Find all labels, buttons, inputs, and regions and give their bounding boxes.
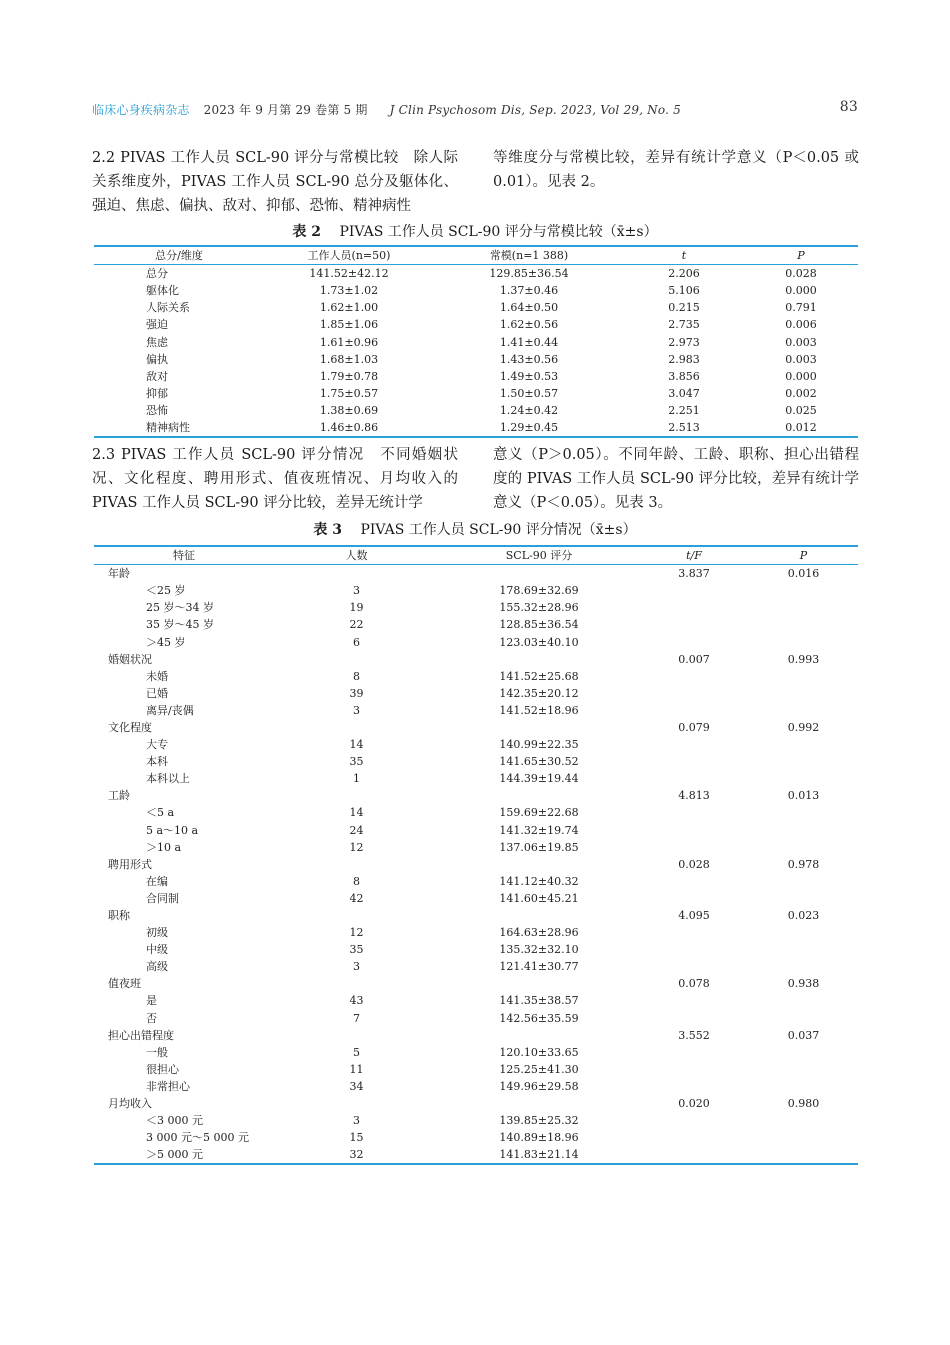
table3-cell: 139.85±25.32	[499, 1114, 579, 1128]
table3-row	[94, 1129, 858, 1146]
table3-cell: 11	[349, 1062, 364, 1076]
table3-row	[94, 770, 858, 787]
table2-row	[94, 385, 858, 402]
table3-group-row	[94, 787, 858, 804]
table3-cell	[749, 1010, 858, 1027]
table3-cell: 0.037	[787, 1028, 820, 1042]
table3-cell	[639, 668, 749, 685]
table2-cell: 0.000	[785, 284, 817, 298]
table3-cell: 0.023	[787, 909, 820, 923]
table3-cell	[274, 1095, 439, 1112]
table3-cell: 7	[353, 1011, 360, 1025]
table3-cell	[749, 1112, 858, 1129]
table2-row	[94, 282, 858, 299]
table3-cell: 聘用形式	[108, 857, 152, 871]
table3-cell	[749, 1078, 858, 1095]
table3-cell: 0.078	[678, 977, 710, 991]
table3-cell: 一般	[146, 1045, 168, 1059]
table3-cell: 0.028	[678, 857, 710, 871]
table2-cell: 0.028	[785, 267, 817, 281]
table2-cell: 1.43±0.56	[499, 352, 559, 366]
table2-cell: 1.50±0.57	[499, 386, 559, 400]
table3-cell: 141.12±40.32	[499, 874, 579, 888]
table2-cell: 0.003	[785, 335, 817, 349]
table3-cell: 3	[353, 584, 360, 598]
table3-cell	[439, 1095, 639, 1112]
table2-caption	[92, 221, 858, 241]
table3-row	[94, 873, 858, 890]
table3-cell: 0.978	[787, 857, 820, 871]
table3-cell: 19	[349, 601, 364, 615]
table3-cell: ＜3 000 元	[146, 1114, 203, 1128]
table2-cell: 1.75±0.57	[319, 386, 379, 400]
table3-cell	[439, 565, 639, 583]
table3-cell: 144.39±19.44	[499, 772, 579, 786]
table3-group-row	[94, 1027, 858, 1044]
table3-group-row	[94, 651, 858, 668]
table3-cell	[639, 890, 749, 907]
table3-row	[94, 890, 858, 907]
table3-cell: 140.99±22.35	[499, 738, 579, 752]
table3-cell: 14	[349, 738, 364, 752]
table3-header-cell: P	[799, 549, 808, 563]
table3-cell	[439, 651, 639, 668]
table3-row	[94, 839, 858, 856]
section-2-2-left-column: 2.2 PIVAS 工作人员 SCL-90 评分与常模比较 除人际关系维度外，PIVAS 工作人员 SCL-90 总分及躯体化、强迫、焦虑、偏执、敌对、抑郁、恐怖、精神病性	[92, 150, 458, 214]
table3-cell: 初级	[146, 926, 168, 940]
table3-cell: 非常担心	[146, 1079, 190, 1093]
table3-cell	[639, 958, 749, 975]
table3-row	[94, 633, 858, 650]
table3-cell	[639, 736, 749, 753]
table3-caption-label: 表 3	[313, 522, 343, 538]
table3-cell: 159.69±22.68	[499, 806, 579, 820]
table3-cell	[639, 1044, 749, 1061]
table3-cell	[749, 685, 858, 702]
table3-cell	[749, 736, 858, 753]
table3-row	[94, 753, 858, 770]
table2-cell: 1.41±0.44	[499, 335, 559, 349]
table2-cell: 1.68±1.03	[319, 352, 379, 366]
table2-header-cell: 总分/维度	[155, 249, 203, 263]
table3-header-cell: t/F	[686, 549, 702, 563]
table3-cell: 141.52±18.96	[499, 703, 579, 717]
table3-cell: 141.32±19.74	[499, 823, 579, 837]
table3-cell	[639, 822, 749, 839]
table2-cell: 2.735	[668, 318, 700, 332]
table3-group-row	[94, 856, 858, 873]
table2-cell: 0.003	[785, 352, 817, 366]
table3-row	[94, 1061, 858, 1078]
page-number: 83	[839, 99, 858, 115]
table3-cell	[749, 958, 858, 975]
table3-header-cell: SCL-90 评分	[505, 549, 573, 563]
table3-cell: 137.06±19.85	[499, 840, 579, 854]
table3-cell: 高级	[146, 960, 168, 974]
table3-cell	[639, 1146, 749, 1164]
table3-cell	[274, 907, 439, 924]
table2-row	[94, 402, 858, 419]
table3-group-row	[94, 907, 858, 924]
table2-cell: 偏执	[146, 352, 168, 366]
table3-cell: ＞10 a	[146, 840, 182, 854]
table3-cell	[749, 633, 858, 650]
table3-cell: 0.007	[678, 652, 710, 666]
table3-cell: 149.96±29.58	[499, 1079, 579, 1093]
table3-cell: 中级	[146, 943, 168, 957]
table2	[94, 245, 858, 438]
table3-cell	[274, 1027, 439, 1044]
table3-cell: 工龄	[108, 789, 130, 803]
running-header	[92, 101, 858, 121]
table3-cell: 22	[349, 618, 364, 632]
table3-row	[94, 1010, 858, 1027]
table3-cell: 0.993	[787, 652, 820, 666]
table3-cell	[639, 582, 749, 599]
table2-cell: 2.206	[668, 267, 700, 281]
journal-title: 临床心身疾病杂志	[92, 103, 190, 117]
section-2-3-right-column: 意义（P＞0.05）。不同年龄、工龄、职称、担心出错程度的 PIVAS 工作人员 SCL-90 评分比较，差异有统计学意义（P＜0.05）。见表 3。	[493, 447, 859, 511]
table3-cell: 120.10±33.65	[499, 1045, 579, 1059]
table3-cell	[749, 839, 858, 856]
table2-cell: 1.29±0.45	[499, 420, 559, 434]
table3-cell	[274, 651, 439, 668]
table2-cell: 0.025	[785, 403, 817, 417]
table2-cell: 1.73±1.02	[319, 284, 379, 298]
table2-caption-label: 表 2	[292, 224, 322, 240]
table2-cell: 1.62±0.56	[499, 318, 559, 332]
table2-cell: 强迫	[146, 318, 168, 332]
table2-cell: 1.64±0.50	[499, 301, 559, 315]
table3-cell: 3.837	[678, 567, 710, 581]
table3-cell: 6	[353, 635, 360, 649]
table3-cell	[439, 787, 639, 804]
table3-cell: 1	[353, 772, 360, 786]
table3-cell: 是	[146, 994, 157, 1008]
table2-cell: 0.012	[785, 420, 817, 434]
table3-cell: 3	[353, 1114, 360, 1128]
table3-cell: 本科以上	[146, 772, 190, 786]
table3-row	[94, 1146, 858, 1164]
table2-cell: 精神病性	[146, 420, 190, 434]
table3-cell	[749, 599, 858, 616]
table3-cell	[439, 975, 639, 992]
table3-cell: 很担心	[146, 1062, 179, 1076]
table2-row	[94, 368, 858, 385]
table3-cell	[639, 1129, 749, 1146]
table2-cell: 躯体化	[146, 284, 179, 298]
table3-cell	[639, 873, 749, 890]
table3-cell: 25 岁～34 岁	[146, 601, 214, 615]
table2-cell: 2.983	[668, 352, 700, 366]
table3-cell	[639, 616, 749, 633]
table3-cell: 8	[353, 669, 360, 683]
table2-cell: 抑郁	[146, 386, 168, 400]
table3-cell: 39	[349, 686, 364, 700]
table3-cell: 178.69±32.69	[499, 584, 579, 598]
table3-cell	[749, 1061, 858, 1078]
table3-cell: 0.992	[787, 720, 820, 734]
table3-cell	[439, 719, 639, 736]
table2-header-cell: t	[681, 249, 687, 263]
table3-cell	[639, 1112, 749, 1129]
table3-cell: 4.813	[678, 789, 710, 803]
table2-cell: 恐怖	[146, 403, 168, 417]
table3-cell	[639, 753, 749, 770]
table3-cell	[439, 1027, 639, 1044]
table3-cell: 142.56±35.59	[499, 1011, 579, 1025]
table2-cell: 2.973	[668, 335, 700, 349]
table3-cell: 34	[349, 1079, 364, 1093]
table3-row	[94, 582, 858, 599]
table3-cell: 0.016	[787, 567, 820, 581]
table3-cell: ＜5 a	[146, 806, 175, 820]
table2-cell: 1.79±0.78	[319, 369, 379, 383]
table3-row	[94, 804, 858, 821]
table3-group-row	[94, 975, 858, 992]
table3-row	[94, 992, 858, 1009]
table2-cell: 0.000	[785, 369, 817, 383]
table3-cell: 43	[349, 994, 364, 1008]
table3-cell: 12	[349, 840, 364, 854]
table3-cell: 3.552	[678, 1028, 710, 1042]
table3-cell: 140.89±18.96	[499, 1131, 579, 1145]
table2-cell: 5.106	[668, 284, 700, 298]
table2-header-cell: 工作人员(n=50)	[307, 249, 391, 263]
table2-cell: 焦虑	[146, 335, 168, 349]
table3-cell: ＞5 000 元	[146, 1148, 203, 1162]
section-2-2-right-column: 等维度分与常模比较，差异有统计学意义（P＜0.05 或 0.01）。见表 2。	[493, 150, 859, 190]
table3-group-row	[94, 719, 858, 736]
table3-cell: 141.60±45.21	[499, 891, 579, 905]
table3-cell: 3	[353, 960, 360, 974]
table2-cell: 1.46±0.86	[319, 420, 379, 434]
table3-cell: 已婚	[146, 686, 168, 700]
table3-row	[94, 599, 858, 616]
table2-cell: 敌对	[146, 369, 168, 383]
table3-cell: 0.079	[678, 720, 710, 734]
table3-cell	[749, 992, 858, 1009]
table2-row	[94, 419, 858, 437]
table3-row	[94, 1044, 858, 1061]
table3-row	[94, 668, 858, 685]
table3-group-row	[94, 565, 858, 583]
table3-cell	[749, 890, 858, 907]
table2-cell: 1.62±1.00	[319, 301, 379, 315]
table3-row	[94, 924, 858, 941]
table3-cell	[749, 873, 858, 890]
table2-header-row	[94, 246, 858, 265]
table2-cell: 0.215	[668, 301, 700, 315]
table3-row	[94, 958, 858, 975]
table3-cell	[639, 941, 749, 958]
table3-cell: 4.095	[678, 909, 710, 923]
table3-cell: 35	[349, 943, 364, 957]
table3-row	[94, 941, 858, 958]
table3-cell	[749, 668, 858, 685]
table2-cell: 3.856	[668, 369, 700, 383]
table3-header-row	[94, 546, 858, 565]
table3-cell	[439, 907, 639, 924]
table3-cell	[274, 975, 439, 992]
table2-cell: 1.49±0.53	[499, 369, 559, 383]
table2-cell: 0.002	[785, 386, 817, 400]
table3-cell: 3 000 元～5 000 元	[146, 1131, 249, 1145]
table3-cell: 121.41±30.77	[499, 960, 579, 974]
table2-cell: 2.513	[668, 420, 700, 434]
table2-row	[94, 351, 858, 368]
table3-row	[94, 736, 858, 753]
table2-cell: 1.61±0.96	[319, 335, 379, 349]
table3-cell: 12	[349, 926, 364, 940]
table3-caption-title: PIVAS 工作人员 SCL-90 评分情况（x̄±s）	[360, 522, 637, 538]
table3-row	[94, 1112, 858, 1129]
table2-cell: 1.85±1.06	[319, 318, 379, 332]
table3-cell	[639, 992, 749, 1009]
table3-cell	[749, 1044, 858, 1061]
table3-cell: 141.83±21.14	[499, 1148, 579, 1162]
table3-cell: 15	[349, 1131, 364, 1145]
table3-row	[94, 616, 858, 633]
table3-cell: 0.020	[678, 1097, 710, 1111]
table3-cell: 未婚	[146, 669, 168, 683]
table3-cell: 123.03±40.10	[499, 635, 579, 649]
table3-cell: 月均收入	[108, 1097, 152, 1111]
table3-cell	[639, 1010, 749, 1027]
issue-info-en: J Clin Psychosom Dis, Sep. 2023, Vol 29, No. 5	[389, 103, 681, 117]
table2-cell: 总分	[146, 267, 168, 281]
table3-cell: 值夜班	[108, 977, 141, 991]
table3-cell	[639, 599, 749, 616]
table3-row	[94, 702, 858, 719]
table2-cell: 3.047	[668, 386, 700, 400]
table2-row	[94, 316, 858, 333]
section-2-3-left-column: 2.3 PIVAS 工作人员 SCL-90 评分情况 不同婚姻状况、文化程度、聘用形式、值夜班情况、月均收入的 PIVAS 工作人员 SCL-90 评分比较，差异无统计学	[92, 447, 458, 511]
table3-cell: 0.980	[787, 1097, 820, 1111]
table3-cell	[749, 804, 858, 821]
table3-cell: 35	[349, 755, 364, 769]
table2-row	[94, 299, 858, 316]
table3-group-row	[94, 1095, 858, 1112]
table3-cell	[749, 582, 858, 599]
table2-cell: 2.251	[668, 403, 700, 417]
table3-cell: 3	[353, 703, 360, 717]
table3-cell: 5	[353, 1045, 360, 1059]
table2-cell: 1.24±0.42	[499, 403, 559, 417]
table3-cell	[639, 924, 749, 941]
table3-cell	[749, 753, 858, 770]
table3-cell	[749, 924, 858, 941]
table3-cell	[639, 1061, 749, 1078]
table3-cell: ＜25 岁	[146, 584, 186, 598]
table3-row	[94, 685, 858, 702]
table3-cell	[749, 1146, 858, 1164]
table3-cell: 在编	[146, 874, 168, 888]
table3-cell: 文化程度	[108, 720, 152, 734]
table3-cell: 0.013	[787, 789, 820, 803]
table3-cell: 职称	[108, 909, 130, 923]
table3-cell: 14	[349, 806, 364, 820]
table3-cell	[639, 702, 749, 719]
table3-cell	[639, 804, 749, 821]
table2-header-cell: 常模(n=1 388)	[489, 249, 569, 263]
table3-cell	[274, 856, 439, 873]
table3-cell	[749, 1129, 858, 1146]
table2-row	[94, 265, 858, 283]
table3-cell	[639, 1078, 749, 1095]
table3-cell: 24	[349, 823, 364, 837]
table2-caption-title: PIVAS 工作人员 SCL-90 评分与常模比较（x̄±s）	[339, 224, 658, 240]
table2-cell: 141.52±42.12	[309, 267, 389, 281]
table3-cell: 0.938	[787, 977, 820, 991]
table3-cell: 125.25±41.30	[499, 1062, 579, 1076]
table3-cell	[749, 770, 858, 787]
table3-cell: 32	[349, 1148, 364, 1162]
table3-cell: 128.85±36.54	[499, 618, 579, 632]
table3-row	[94, 822, 858, 839]
table3-cell	[639, 839, 749, 856]
table3-cell: 141.52±25.68	[499, 669, 579, 683]
table2-header-cell: P	[797, 249, 805, 263]
table3-cell: 142.35±20.12	[499, 686, 579, 700]
table3-cell: 8	[353, 874, 360, 888]
table3	[94, 545, 858, 1165]
table3-cell	[749, 941, 858, 958]
table3-cell: 本科	[146, 755, 168, 769]
table3-row	[94, 1078, 858, 1095]
table2-row	[94, 333, 858, 350]
table2-cell: 0.791	[785, 301, 817, 315]
table2-cell: 1.38±0.69	[319, 403, 379, 417]
table3-cell: 164.63±28.96	[499, 926, 579, 940]
table2-cell: 人际关系	[146, 301, 190, 315]
table3-cell	[749, 616, 858, 633]
table3-cell: 5 a～10 a	[146, 823, 199, 837]
table3-cell: 155.32±28.96	[499, 601, 579, 615]
table3-cell	[749, 702, 858, 719]
table3-cell	[639, 770, 749, 787]
table3-cell: 42	[349, 891, 364, 905]
table3-header-cell: 人数	[345, 549, 368, 563]
table3-cell	[639, 685, 749, 702]
table3-caption	[92, 519, 858, 539]
table3-cell: 婚姻状况	[108, 652, 152, 666]
table3-cell: 135.32±32.10	[499, 943, 579, 957]
table3-cell: 141.65±30.52	[499, 755, 579, 769]
table3-cell	[274, 787, 439, 804]
table3-cell: 合同制	[146, 891, 179, 905]
table3-cell: 35 岁～45 岁	[146, 618, 214, 632]
table3-cell: 离异/丧偶	[146, 703, 194, 717]
table3-cell: 否	[146, 1011, 157, 1025]
table3-cell: 大专	[146, 738, 168, 752]
table3-cell	[639, 633, 749, 650]
table3-cell: 年龄	[108, 567, 130, 581]
table3-header-cell: 特征	[173, 549, 195, 563]
table3-cell	[749, 822, 858, 839]
issue-info-cn: 2023 年 9 月第 29 卷第 5 期	[203, 103, 368, 117]
table2-cell: 129.85±36.54	[489, 267, 569, 281]
table3-cell: ＞45 岁	[146, 635, 186, 649]
table2-cell: 0.006	[785, 318, 817, 332]
table3-cell: 担心出错程度	[108, 1028, 174, 1042]
table3-cell	[274, 719, 439, 736]
table2-cell: 1.37±0.46	[499, 284, 559, 298]
table3-cell	[439, 856, 639, 873]
table3-cell	[274, 565, 439, 583]
table3-cell: 141.35±38.57	[499, 994, 579, 1008]
